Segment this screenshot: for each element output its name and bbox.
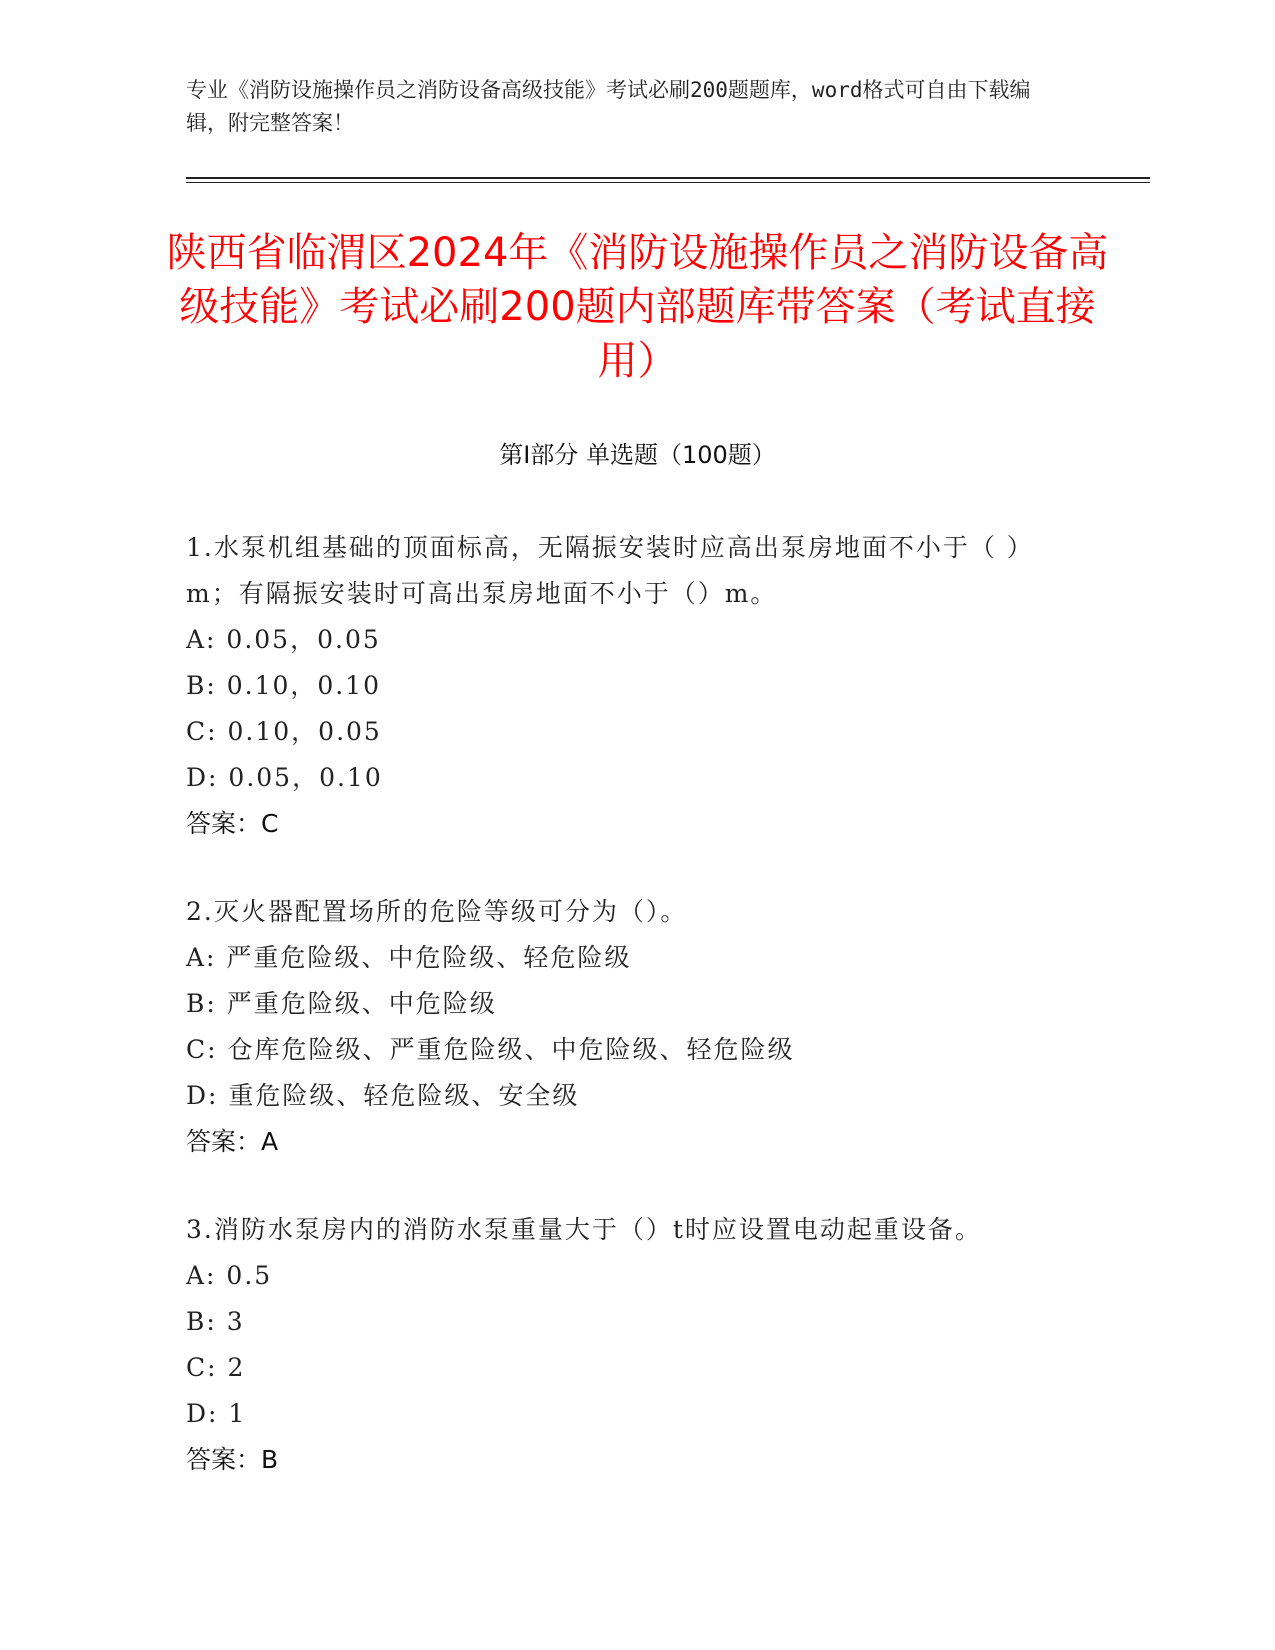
option-c: C: 0.10，0.05 [186,717,382,746]
option-d: D: 重危险级、轻危险级、安全级 [186,1081,580,1110]
option-b: B: 3 [186,1307,245,1336]
option-c: C: 2 [186,1353,246,1382]
option-d: D: 0.05，0.10 [186,763,383,792]
answer: 答案：C [186,809,279,838]
question-list [186,525,1066,1525]
option-b: B: 0.10，0.10 [186,671,382,700]
question-text: 1.水泵机组基础的顶面标高，无隔振安装时应高出泵房地面不小于（ ）m；有隔振安装时可高出泵房地面不小于（）m。 [186,533,1034,608]
option-a: A: 0.5 [186,1261,273,1290]
option-a: A: 严重危险级、中危险级、轻危险级 [186,943,632,972]
question-text: 2.灭火器配置场所的危险等级可分为（）。 [186,897,688,926]
option-a: A: 0.05，0.05 [186,625,381,654]
question-text: 3.消防水泵房内的消防水泵重量大于（）t时应设置电动起重设备。 [186,1215,982,1244]
header-note: 专业《消防设施操作员之消防设备高级技能》考试必刷200题题库，word格式可自由下载编辑，附完整答案！ [186,78,1031,135]
question-1 [186,525,1066,847]
answer: 答案：A [186,1127,279,1156]
section-title: 第Ⅰ部分 单选题（100题） [499,441,776,469]
answer: 答案：B [186,1445,279,1474]
option-b: B: 严重危险级、中危险级 [186,989,497,1018]
document-title: 陕西省临渭区2024年《消防设施操作员之消防设备高级技能》考试必刷200题内部题库带答案（考试直接用） [166,230,1109,384]
option-d: D: 1 [186,1399,247,1428]
header-divider-thin [186,182,1150,183]
question-2 [186,889,1066,1165]
question-3 [186,1207,1066,1483]
header-divider-thick [186,177,1150,179]
option-c: C: 仓库危险级、严重危险级、中危险级、轻危险级 [186,1035,795,1064]
